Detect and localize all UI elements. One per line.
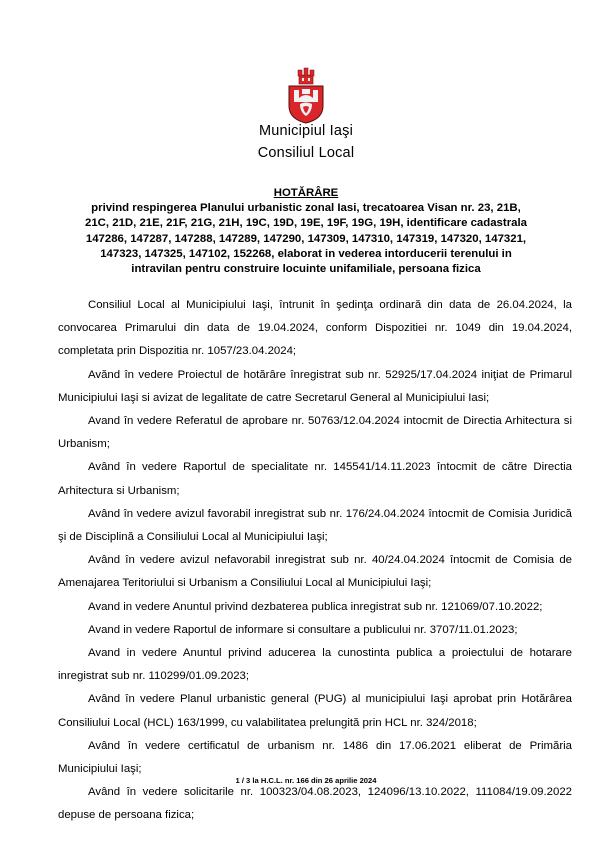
decision-subject: privind respingerea Planului urbanistic zonal Iasi, trecatoarea Visan nr. 23, 21B, 21C, 21D, 21E, 21F, 21G, 21H, 19C, 19D, 19E, 19F, 19G, 19H, identificare cadastrala 147286, 147287, 147288, 147289, 147290, 147309, 147310, 147319, 147320, 147321, 147323, 147325, 147102, 152268, elaborat in vederea intorducerii terenului in intravilan pentru construire locuinte unifamiliale, persoana fizica xyxy=(85,202,527,276)
coat-of-arms-icon xyxy=(286,66,326,124)
decision-title-block xyxy=(80,186,532,277)
paragraph: Având în vedere avizul favorabil inregistrat sub nr. 176/24.04.2024 întocmit de Comisia Juridică şi de Disciplină a Consiliului Local al Municipiului Iaşi; xyxy=(58,507,572,544)
paragraph: Avand in vedere Anuntul privind dezbaterea publica inregistrat sub nr. 121069/07.10.2022; xyxy=(88,600,543,613)
council-name: Consiliul Local xyxy=(257,145,355,161)
page-footer: 1 / 3 la H.C.L. nr. 166 din 26 aprilie 2024 xyxy=(235,776,377,785)
crown-icon xyxy=(298,68,314,84)
paragraph: Avand in vedere Anuntul privind aducerea la cunostinta publica a proiectului de hotarare inregistrat sub nr. 110299/01.09.2023; xyxy=(58,647,572,683)
institution-name: Municipiul Iaşi xyxy=(258,123,354,139)
document-body xyxy=(58,294,572,828)
decision-heading: HOTĂRÂRE xyxy=(273,187,339,199)
paragraph: Consiliul Local al Municipiului Iaşi, întrunit în şedinţa ordinară din data de 26.04.2024, la convocarea Primarului din data de 19.04.2024, conform Dispozitiei nr. 1049 din 19.04.2024, completata prin Dispozitia nr. 1057/23.04.2024; xyxy=(58,299,572,358)
paragraph: Având în vedere Planul urbanistic general (PUG) al municipiului Iaşi aprobat prin Hotărârea Consiliului Local (HCL) 163/1999, cu valabilitatea prelungită prin HCL nr. 324/2018; xyxy=(58,693,572,729)
paragraph: Avand în vedere Referatul de aprobare nr. 50763/12.04.2024 intocmit de Directia Arhitectura si Urbanism; xyxy=(58,415,572,451)
paragraph: Având în vedere certificatul de urbanism nr. 1486 din 17.06.2021 eliberat de Primăria Municipiului Iaşi; xyxy=(58,739,572,776)
paragraph: Avand in vedere Raportul de informare si consultare a publicului nr. 3707/11.01.2023; xyxy=(88,623,518,636)
paragraph: Având în vedere solicitarile nr. 100323/04.08.2023, 124096/13.10.2022, 111084/19.09.2022 depuse de persoana fizica; xyxy=(58,786,572,822)
paragraph: Având în vedere Raportul de specialitate nr. 145541/14.11.2023 întocmit de către Directia Arhitectura si Urbanism; xyxy=(58,461,572,497)
paragraph: Având în vedere avizul nefavorabil inregistrat sub nr. 40/24.04.2024 întocmit de Comisia de Amenajarea Teritoriului si Urbanism a Consiliului Local al Municipiului Iaşi; xyxy=(58,554,572,590)
paragraph: Avănd în vedere Proiectul de hotărâre înregistrat sub nr. 52925/17.04.2024 iniţiat de Primarul Municipiului Iaşi si avizat de legalitate de catre Secretarul General al Municipiului Iasi; xyxy=(58,368,572,404)
